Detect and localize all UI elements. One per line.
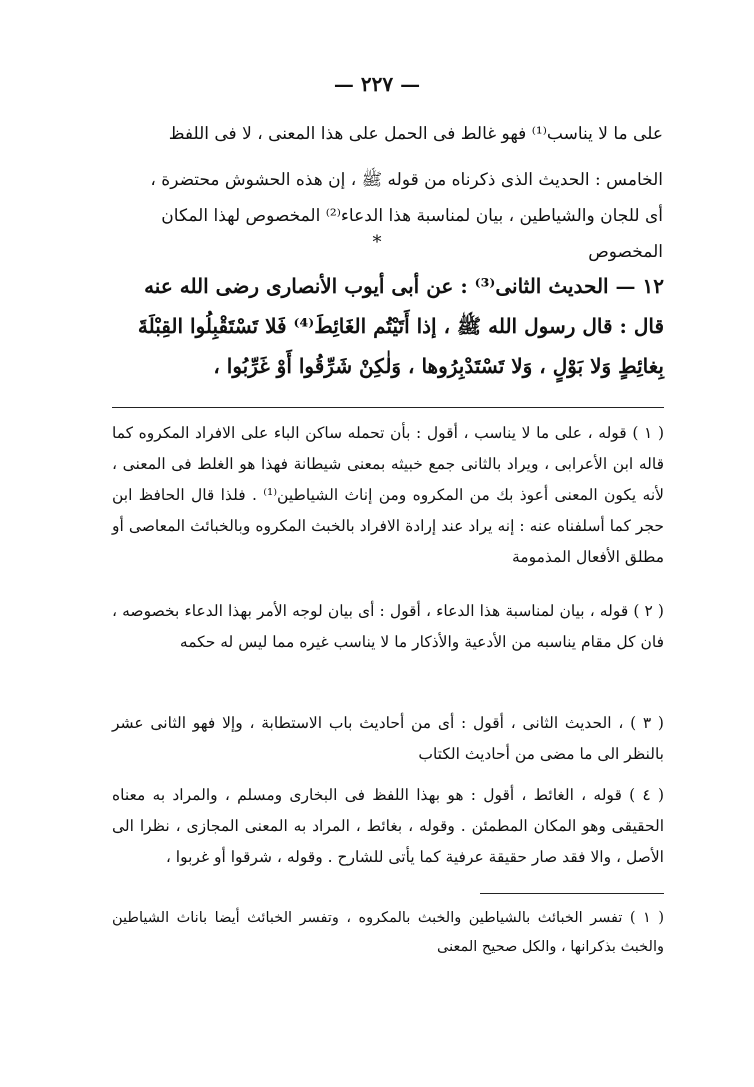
hadith-text: ١٢ — الحديث الثانى⁽³⁾ : عن أبى أيوب الأنصارى رضى الله عنه قال : قال رسول الله ﷺ ، إذا أَتَيْتُم الغَائِطَ⁽⁴⁾ فَلا تَسْتَقْبِلُوا القِبْلَةَ بِغائِطٍ وَلا بَوْلٍ ، وَلا تَسْتَدْبِرُوها ، وَلٰكِنْ شَرِّقُوا أَوْ غَرِّبُوا ، — [137, 274, 664, 378]
sub-footnote-1: ( ١ ) تفسر الخبائث بالشياطين والخبث بالمكروه ، وتفسر الخبائث أيضا باناث الشياطين والخبث بذكرانها ، والكل صحيح المعنى — [112, 910, 664, 955]
body-line-continuation: على ما لا يناسب⁽¹⁾ فهو غالط فى الحمل على هذا المعنى ، لا فى اللفظ — [168, 124, 663, 144]
footnote-4: ( ٤ ) قوله ، الغائط ، أقول : هو بهذا اللفظ فى البخارى ومسلم ، والمراد به معناه الحقيقى وهو المكان المطمئن . وقوله ، بغائط ، المراد به المعنى المجازى ، نظرا الى الأصل ، والا فقد صار حقيقة عرفية كما يأتى للشارح . وقوله ، شرقوا أو غربوا ، — [112, 786, 664, 866]
footnote-divider — [112, 407, 664, 408]
sub-footnote-divider — [480, 893, 664, 894]
separator-star: * — [372, 232, 382, 253]
footnote-1: ( ١ ) قوله ، على ما لا يناسب ، أقول : بأن تحمله ساكن الباء على الافراد المكروه كما قاله ابن الأعرابى ، ويراد بالثانى جمع خبيثه بمعنى شيطانة فهذا هو الغلط فى المعنى ، لأنه يكون المعنى أعوذ بك من المكروه ومن إناث الشياطين⁽¹⁾ . فلذا قال الحافظ ابن حجر كما أسلفناه عنه : إنه يراد عند إرادة الافراد بالخبث المكروه وبالخبائث المعاصى أو مطلق الأفعال المذمومة — [112, 424, 664, 566]
page-number: — ٢٢٧ — — [333, 72, 421, 96]
footnote-3: ( ٣ ) ، الحديث الثانى ، أقول : أى من أحاديث باب الاستطابة ، وإلا فهو الثانى عشر بالنظر الى ما مضى من أحاديث الكتاب — [112, 714, 664, 763]
footnote-2: ( ٢ ) قوله ، بيان لمناسبة هذا الدعاء ، أقول : أى بيان لوجه الأمر بهذا الدعاء بخصوصه ، فان كل مقام يناسبه من الأدعية والأذكار ما لا يناسب غيره مما ليس له حكمه — [112, 602, 664, 651]
body-paragraph-fifth: الخامس : الحديث الذى ذكرناه من قوله ﷺ ، إن هذه الحشوش محتضرة ، أى للجان والشياطين ، بيان لمناسبة هذا الدعاء⁽²⁾ المخصوص لهذا المكان المخصوص — [150, 170, 663, 262]
